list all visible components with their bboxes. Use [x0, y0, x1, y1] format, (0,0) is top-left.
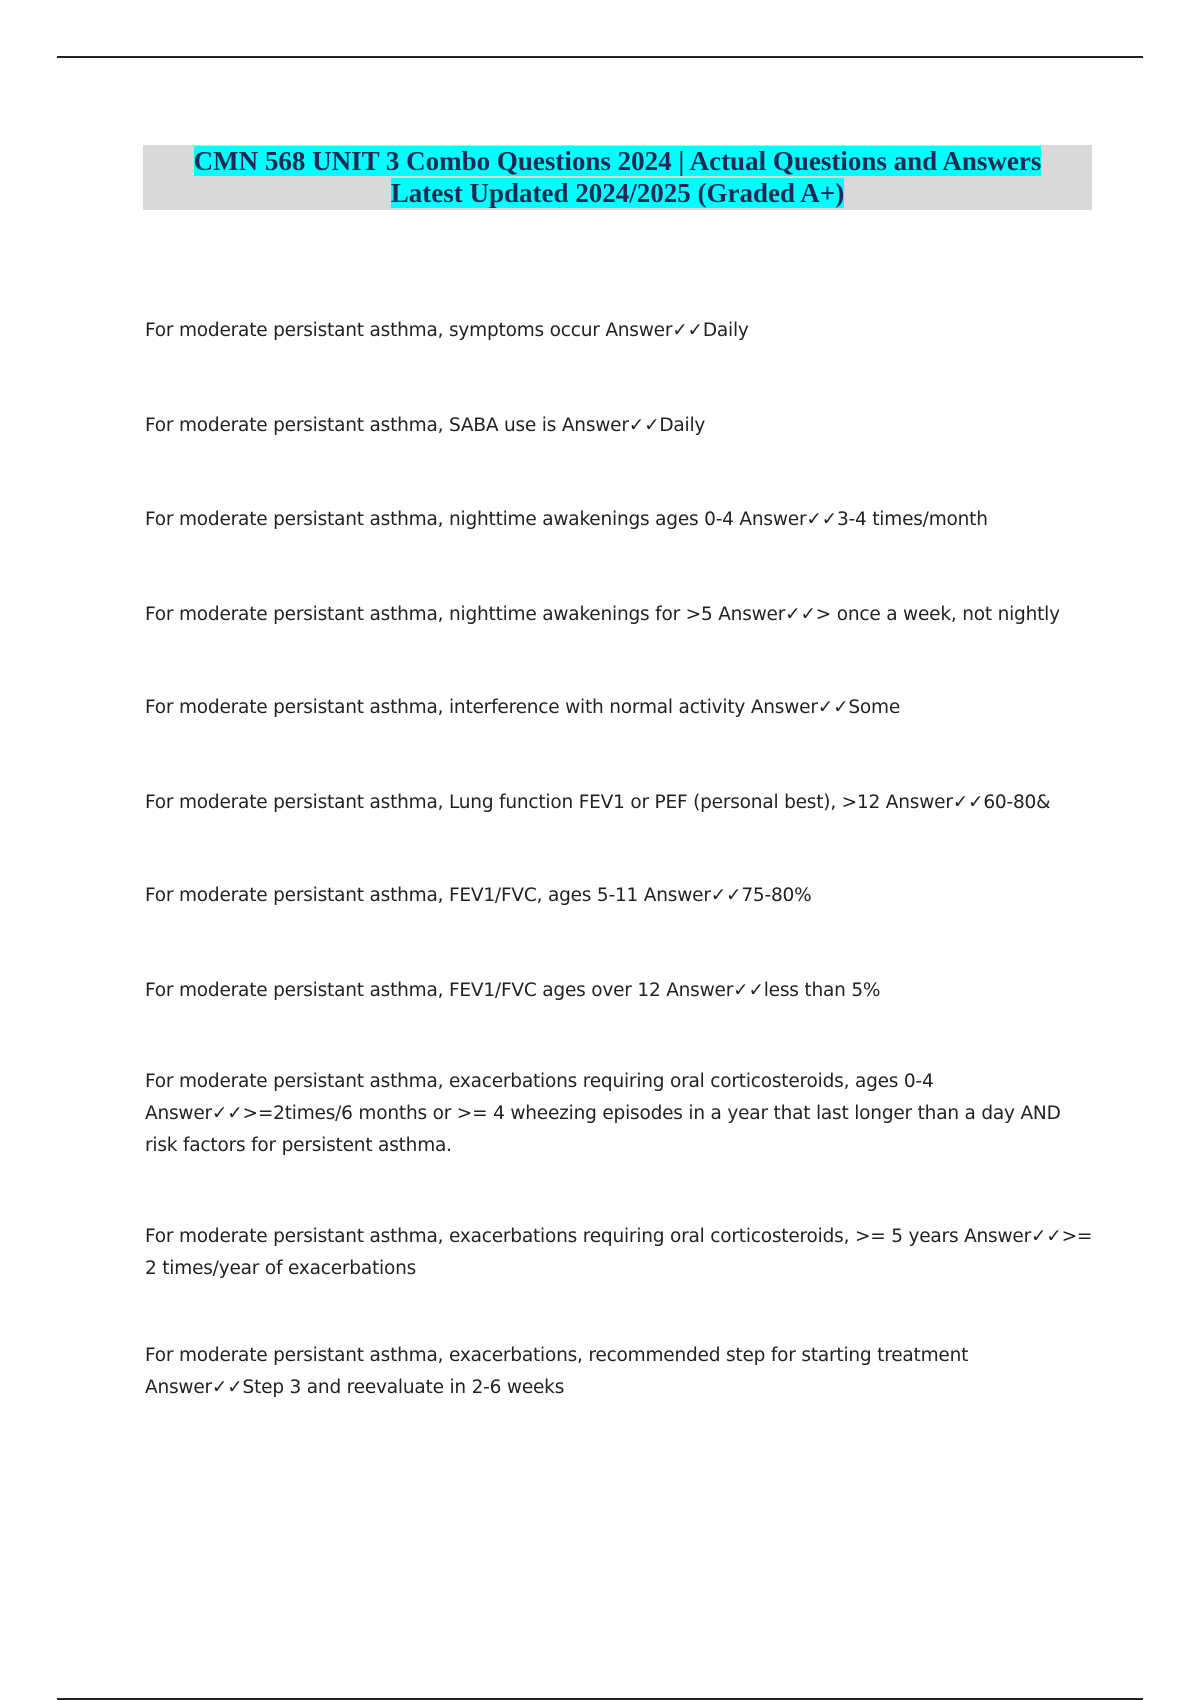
qa-item-8: For moderate persistant asthma, FEV1/FVC ages over 12 Answer✓✓less than 5%: [145, 980, 881, 1001]
qa-item-9: For moderate persistant asthma, exacerbations requiring oral corticosteroids, ages 0-4 Answer✓✓>=2times/6 months or >= 4 wheezing episodes in a year that last longer than a day AND risk factors for persistent asthma.: [145, 1071, 1061, 1156]
qa-item-5: For moderate persistant asthma, interference with normal activity Answer✓✓Some: [145, 697, 901, 718]
title-line-2: Latest Updated 2024/2025 (Graded A+): [390, 178, 845, 208]
qa-item-10: For moderate persistant asthma, exacerbations requiring oral corticosteroids, >= 5 years Answer✓✓>= 2 times/year of exacerbations: [145, 1226, 1093, 1279]
qa-item-2: For moderate persistant asthma, SABA use is Answer✓✓Daily: [145, 415, 706, 436]
document-title: [143, 145, 1092, 210]
qa-item-11: For moderate persistant asthma, exacerbations, recommended step for starting treatment Answer✓✓Step 3 and reevaluate in 2-6 weeks: [145, 1345, 969, 1398]
qa-item-6: For moderate persistant asthma, Lung function FEV1 or PEF (personal best), >12 Answer✓✓60-80&: [145, 792, 1051, 813]
qa-item-4: For moderate persistant asthma, nighttime awakenings for >5 Answer✓✓> once a week, not nightly: [145, 604, 1060, 625]
qa-item-1: For moderate persistant asthma, symptoms occur Answer✓✓Daily: [145, 320, 749, 341]
top-rule: [57, 56, 1143, 58]
qa-item-7: For moderate persistant asthma, FEV1/FVC, ages 5-11 Answer✓✓75-80%: [145, 885, 812, 906]
title-line-1: CMN 568 UNIT 3 Combo Questions 2024 | Actual Questions and Answers: [193, 146, 1042, 176]
qa-item-3: For moderate persistant asthma, nighttime awakenings ages 0-4 Answer✓✓3-4 times/month: [145, 509, 988, 530]
